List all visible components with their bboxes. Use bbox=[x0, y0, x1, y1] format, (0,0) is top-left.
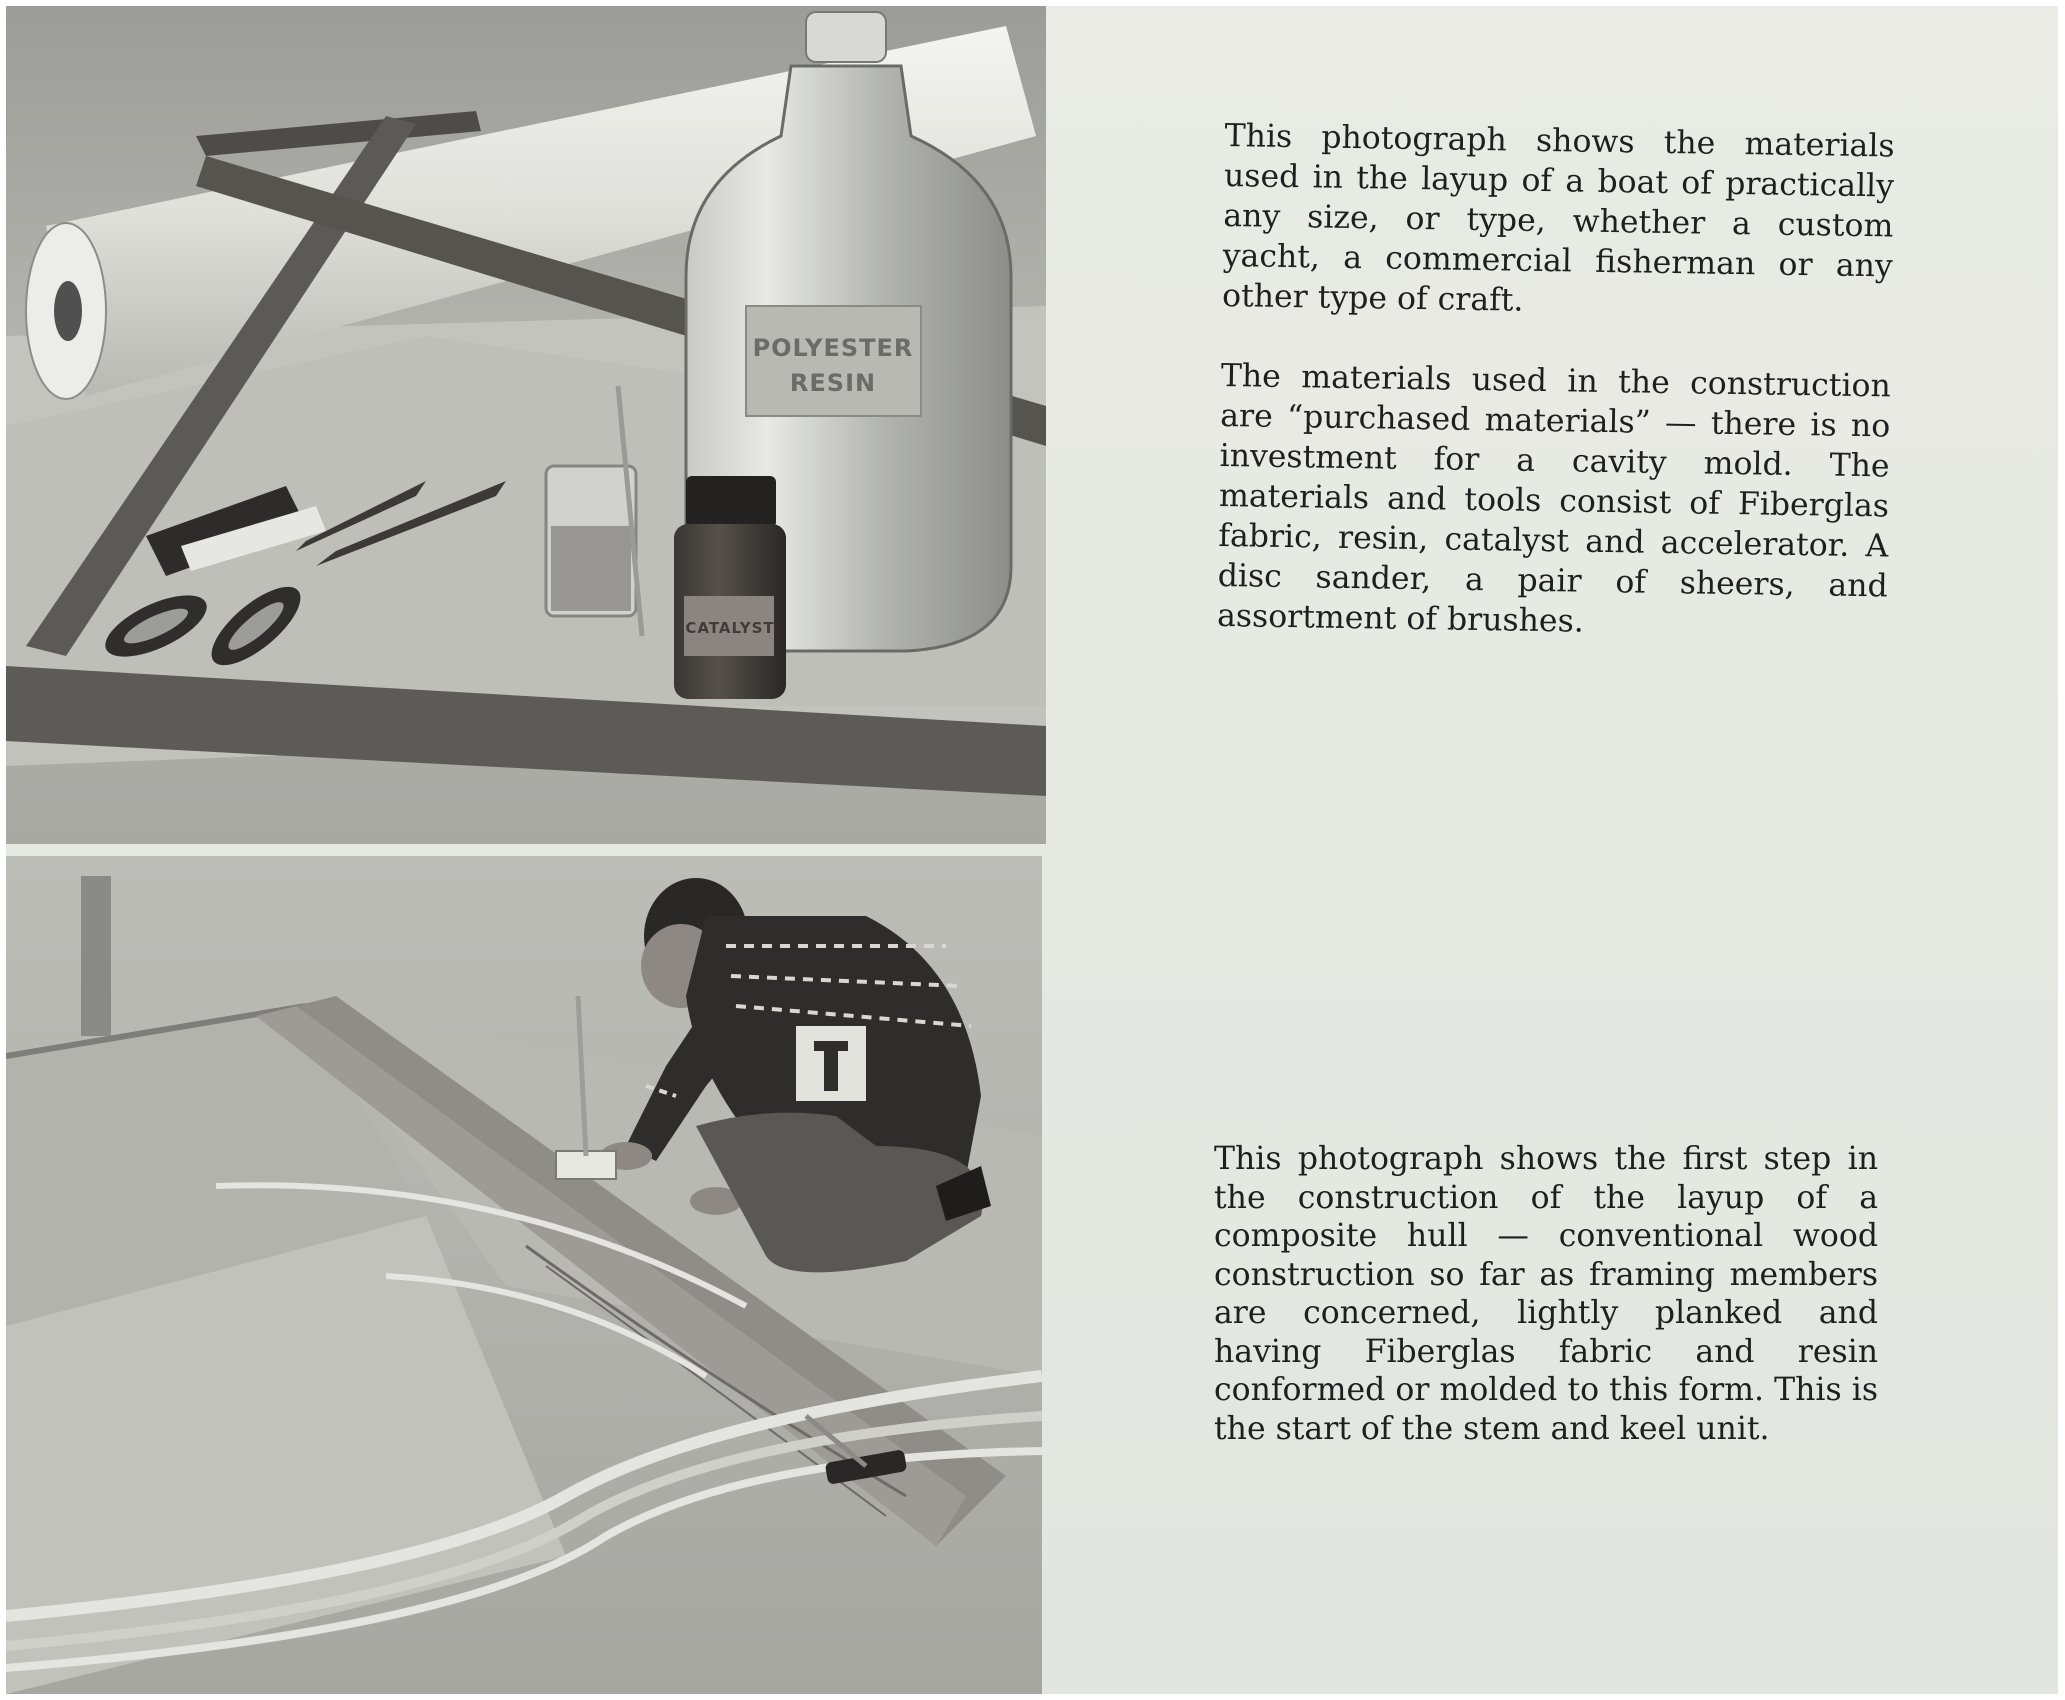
construction-caption-paragraph: This photograph shows the first step in the construction of the layup of a composite hull — conventional wood construction so far as framing members are concerned, lightly planked and having Fiberglas fabric and resin conformed or molded to this form. This is the start of the stem and keel unit. bbox=[1214, 1141, 1878, 1447]
construction-photograph bbox=[6, 856, 1042, 1694]
materials-caption-paragraph-1: This photograph shows the materials used in the layup of a boat of practically any size, or type, whether a custom yacht, a commercial fisherman or any other type of craft. bbox=[1221, 117, 1895, 319]
construction-caption bbox=[1214, 1140, 1878, 1448]
bottle-label-line-1: POLYESTER bbox=[752, 334, 914, 362]
bottle-label-line-2: RESIN bbox=[789, 369, 877, 397]
materials-caption-paragraph-2: The materials used in the construction are “purchased materials” — there is no investment for a cavity mold. The materials and tools consist of Fiberglas fabric, resin, catalyst and accelerator. A disc sander, a pair of sheers, and assortment of brushes. bbox=[1216, 357, 1892, 640]
construction-photo-illustration bbox=[6, 856, 1042, 1694]
materials-photo-illustration bbox=[6, 6, 1046, 844]
materials-photograph bbox=[6, 6, 1046, 844]
jar-label: CATALYST bbox=[685, 619, 775, 637]
book-page bbox=[6, 6, 2058, 1694]
materials-caption bbox=[1216, 116, 1895, 686]
catalyst-jar bbox=[674, 476, 786, 699]
